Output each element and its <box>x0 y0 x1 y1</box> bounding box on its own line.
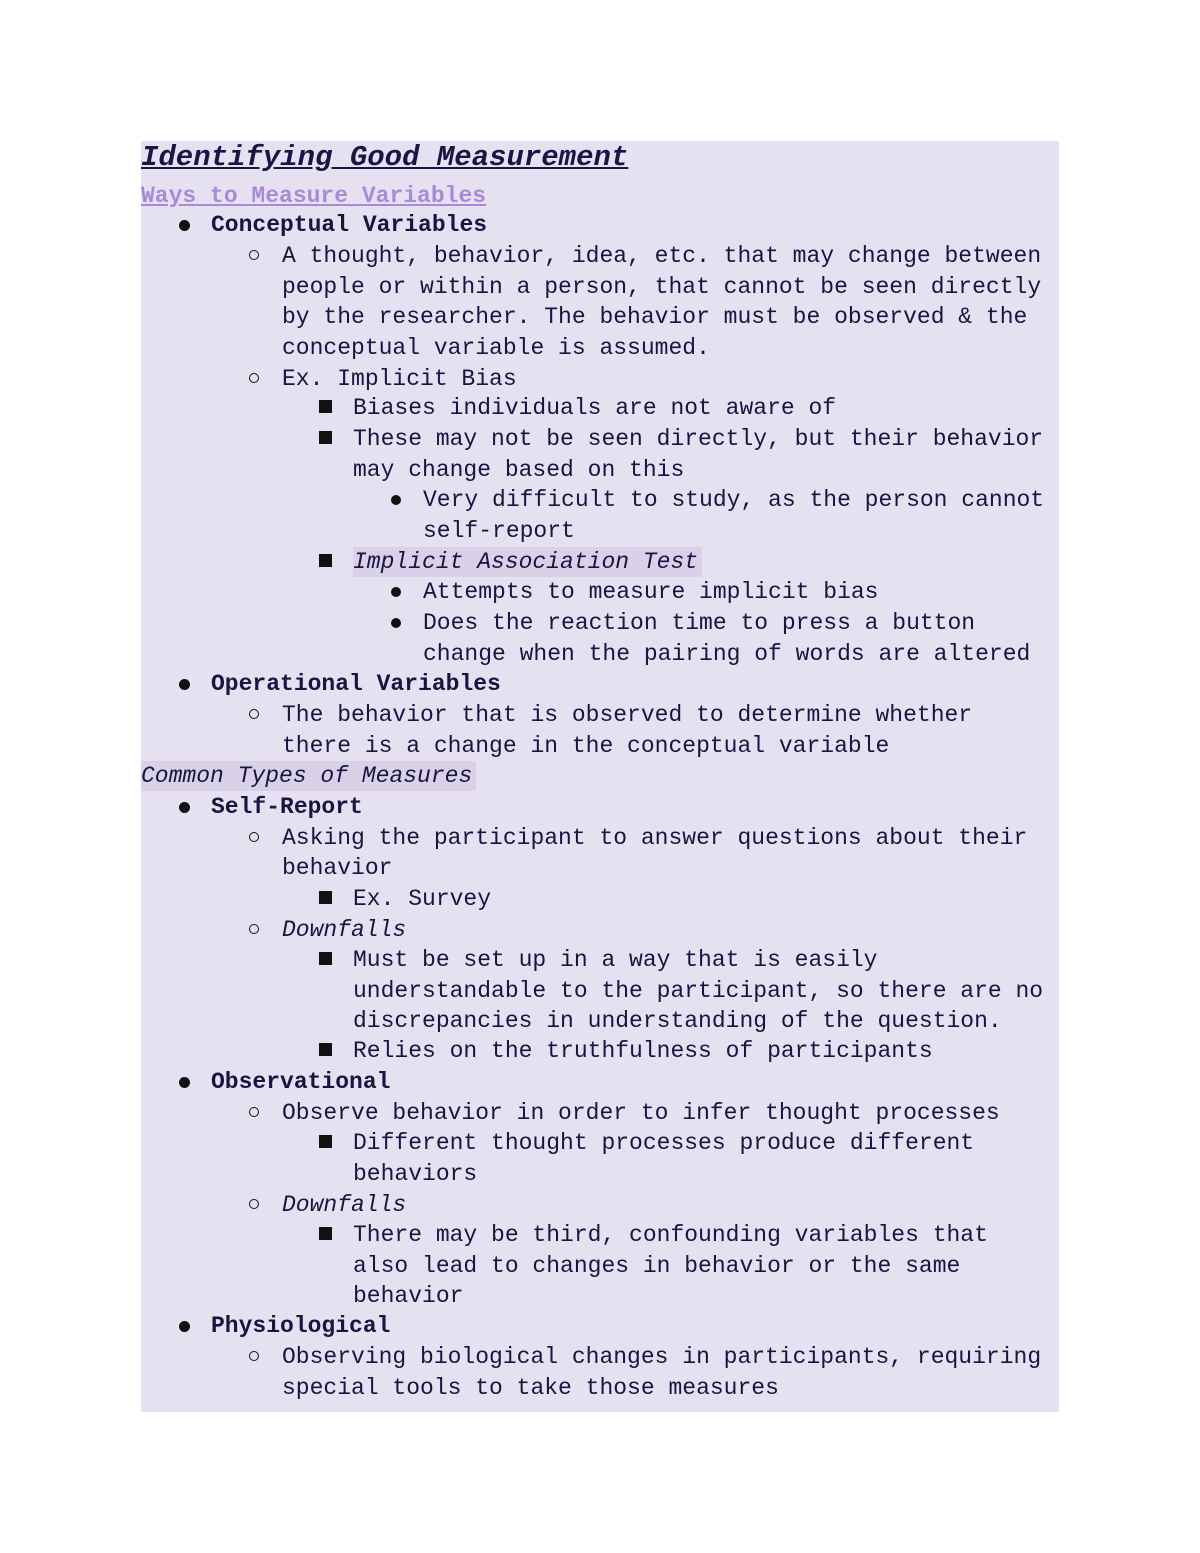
bullet-disc-icon <box>391 587 401 597</box>
physiological-definition-line: Observing biological changes in participants, requiring <box>282 1344 1042 1370</box>
example-implicit-bias: Ex. Implicit Bias <box>282 366 517 392</box>
difficult-line: self-report <box>423 518 575 544</box>
downfalls-label: Downfalls <box>282 917 407 943</box>
operational-definition-line: there is a change in the conceptual variable <box>282 733 890 759</box>
difficult-line: Very difficult to study, as the person cannot <box>423 487 1045 513</box>
downfall-truthfulness: Relies on the truthfulness of participants <box>353 1038 933 1064</box>
bullet-disc-icon <box>179 1077 190 1088</box>
section-heading-ways-to-measure[interactable]: Ways to Measure Variables <box>141 183 487 209</box>
bullet-disc-icon <box>179 679 190 690</box>
observational-downfall-line: There may be third, confounding variables that <box>353 1222 988 1248</box>
bullet-disc-icon <box>179 1321 190 1332</box>
bullet-square-icon <box>319 1135 332 1148</box>
example-survey: Ex. Survey <box>353 886 492 912</box>
definition-line: A thought, behavior, idea, etc. that may change between <box>282 243 1042 269</box>
definition-line: conceptual variable is assumed. <box>282 335 710 361</box>
bullet-square-icon <box>319 554 332 567</box>
document-title: Identifying Good Measurement <box>141 141 629 174</box>
bullet-disc-icon <box>179 220 190 231</box>
physiological-definition-line: special tools to take those measures <box>282 1375 779 1401</box>
bullet-circle-icon <box>249 373 259 383</box>
bullet-disc-icon <box>391 495 401 505</box>
observational-downfall-line: behavior <box>353 1283 464 1309</box>
bullet-square-icon <box>319 431 332 444</box>
bullet-disc-icon <box>179 802 190 813</box>
downfall-line: understandable to the participant, so there are no <box>353 978 1044 1004</box>
section-heading-common-types: Common Types of Measures <box>141 761 476 791</box>
reaction-line: Does the reaction time to press a button <box>423 610 976 636</box>
self-report-definition-line: behavior <box>282 855 393 881</box>
bullet-circle-icon <box>249 1107 259 1117</box>
item-self-report: Self-Report <box>211 794 363 820</box>
item-physiological: Physiological <box>211 1313 391 1339</box>
downfalls-label: Downfalls <box>282 1192 407 1218</box>
seen-directly-line: may change based on this <box>353 457 685 483</box>
definition-line: by the researcher. The behavior must be observed & the <box>282 304 1028 330</box>
bullet-circle-icon <box>249 250 259 260</box>
observational-sub-line: behaviors <box>353 1161 478 1187</box>
bullet-square-icon <box>319 400 332 413</box>
bullet-circle-icon <box>249 1351 259 1361</box>
definition-line: people or within a person, that cannot be seen directly <box>282 274 1042 300</box>
bullet-square-icon <box>319 952 332 965</box>
item-observational: Observational <box>211 1069 391 1095</box>
observational-sub-line: Different thought processes produce different <box>353 1130 975 1156</box>
observational-downfall-line: also lead to changes in behavior or the same <box>353 1253 961 1279</box>
reaction-line: change when the pairing of words are altered <box>423 641 1031 667</box>
bullet-circle-icon <box>249 709 259 719</box>
iat-point: Attempts to measure implicit bias <box>423 579 879 605</box>
bullet-circle-icon <box>249 1199 259 1209</box>
downfall-line: discrepancies in understanding of the question. <box>353 1008 1002 1034</box>
bullet-square-icon <box>319 1043 332 1056</box>
downfall-line: Must be set up in a way that is easily <box>353 947 878 973</box>
bullet-circle-icon <box>249 832 259 842</box>
implicit-association-test: Implicit Association Test <box>353 547 702 577</box>
bullet-square-icon <box>319 891 332 904</box>
bullet-disc-icon <box>391 618 401 628</box>
bullet-square-icon <box>319 1227 332 1240</box>
observational-definition: Observe behavior in order to infer thought processes <box>282 1100 1000 1126</box>
self-report-definition-line: Asking the participant to answer questions about their <box>282 825 1028 851</box>
operational-definition-line: The behavior that is observed to determine whether <box>282 702 973 728</box>
bias-point: Biases individuals are not aware of <box>353 395 837 421</box>
item-conceptual-variables: Conceptual Variables <box>211 212 488 238</box>
bullet-circle-icon <box>249 924 259 934</box>
item-operational-variables: Operational Variables <box>211 671 501 697</box>
seen-directly-line: These may not be seen directly, but their behavior <box>353 426 1044 452</box>
